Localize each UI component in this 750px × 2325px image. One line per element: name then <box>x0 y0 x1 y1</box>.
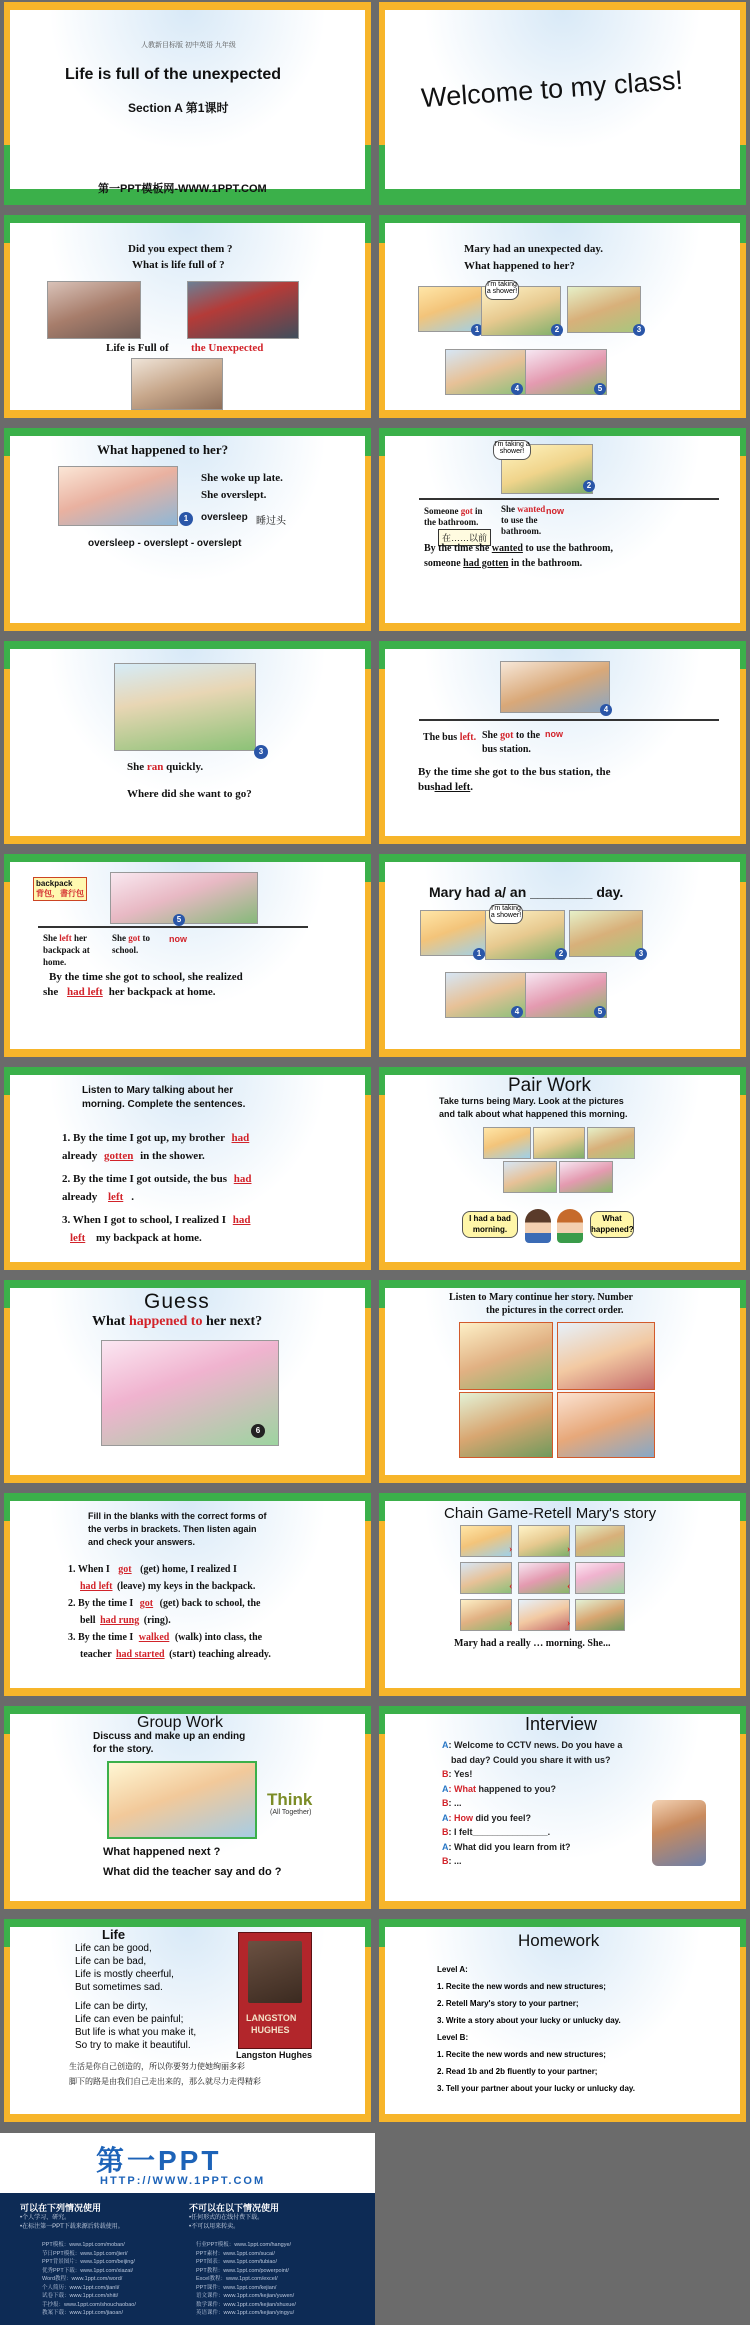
slide-heading: Mary had a/ an ________ day. <box>429 884 624 900</box>
now-label: now <box>545 729 563 739</box>
dialogue-text: : I felt_______________. <box>448 1827 551 1837</box>
speaker-label: A <box>442 1812 449 1823</box>
cover-text-1: LANGSTON <box>246 2013 297 2023</box>
verb-forms: oversleep - overslept - overslept <box>88 538 242 549</box>
story-pic-3 <box>569 910 643 957</box>
footer-link: PPT素材：www.1ppt.com/sucai/ <box>196 2250 275 2257</box>
footer-banner <box>0 2133 375 2325</box>
poem-line: Life can be good, <box>75 1943 152 1954</box>
item-2: 2. By the time I got (get) back to school, the bell had rung (ring). <box>68 1598 261 1626</box>
classroom-pic <box>107 1761 257 1839</box>
interview-line <box>442 1753 622 1768</box>
forbidden-list <box>189 2214 263 2232</box>
slide-body <box>385 1501 740 1688</box>
slide-body <box>10 1927 365 2114</box>
slide-heading: Homework <box>518 1931 600 1950</box>
poem-line: Life can be dirty, <box>75 2001 148 2012</box>
line-2: She overslept. <box>201 489 267 501</box>
slide-chain-game <box>379 1493 746 1696</box>
chain-pic-8 <box>518 1599 570 1631</box>
slide-homework <box>379 1919 746 2122</box>
thumb-4 <box>503 1161 557 1193</box>
author-name: Langston Hughes <box>236 2050 312 2060</box>
forbidden-item: •不可以用来转卖。 <box>189 2224 240 2230</box>
number-2-icon: 2 <box>555 948 567 960</box>
slide-body <box>10 1288 365 1475</box>
question-2: What did the teacher say and do ? <box>103 1866 282 1878</box>
order-pic-a <box>459 1322 553 1390</box>
dialogue-text: : Welcome to CCTV news. Do you have a <box>448 1740 623 1750</box>
event-a: Someone got in the bathroom. <box>424 506 483 527</box>
allowed-title: 可以在下列情况使用 <box>20 2203 102 2213</box>
item-3: 3. By the time I walked (walk) into class, the teacher had started (start) teaching already. <box>68 1632 271 1660</box>
slide-body <box>385 649 740 836</box>
footer-link: 试卷下载：www.1ppt.com/shiti/ <box>42 2293 119 2299</box>
number-4-icon: 4 <box>511 383 523 395</box>
speaker-label: B <box>442 1769 449 1779</box>
caption-left: Life is Full of <box>106 342 169 354</box>
item-3: 3. When I got to school, I realized I had left my backpack at home. <box>62 1214 251 1244</box>
bus-stop-pic <box>500 661 610 713</box>
slide-number-pictures <box>379 1280 746 1483</box>
timeline <box>419 498 719 500</box>
slide-heading: Interview <box>525 1714 598 1734</box>
footer-link: 个人简历：www.1ppt.com/jianli/ <box>42 2284 120 2291</box>
slide-body <box>10 436 365 623</box>
publisher-text: 人教新目标版 初中英语 九年级 <box>141 42 236 49</box>
interview-line <box>442 1796 622 1811</box>
question-1: Did you expect them ? <box>128 243 233 255</box>
question-word: : How <box>448 1812 473 1823</box>
slide-heading: Chain Game-Retell Mary's story <box>444 1505 657 1522</box>
question-1: What happened next ? <box>103 1846 221 1858</box>
footer-link: 语文课件：www.1ppt.com/kejian/yuwen/ <box>196 2293 295 2299</box>
footer-link: 节日PPT模板：www.1ppt.com/jieri/ <box>42 2250 128 2257</box>
chain-pic-7 <box>460 1599 512 1631</box>
instruction-1: Listen to Mary continue her story. Number <box>449 1292 633 1303</box>
number-2-icon: 2 <box>551 324 563 336</box>
slide-welcome <box>379 2 746 205</box>
order-pic-d <box>557 1392 655 1458</box>
slide-bus <box>379 641 746 844</box>
site-text: 第一PPT模板网-WWW.1PPT.COM <box>98 183 267 195</box>
welcome-heading: Welcome to my class! <box>420 64 684 114</box>
baby-photo <box>131 358 223 410</box>
dialogue-text: : ... <box>448 1856 462 1866</box>
footer-link: 手抄报：www.1ppt.com/shouchaobao/ <box>42 2301 136 2308</box>
poem-line: So try to make it beautiful. <box>75 2040 191 2051</box>
dialogue-text: happened to you? <box>476 1783 556 1794</box>
keyword: oversleep <box>201 512 248 523</box>
question-word: : What <box>448 1783 476 1794</box>
slide-pair-work <box>379 1067 746 1270</box>
number-5-icon: 5 <box>594 1006 606 1018</box>
footer-link: 英语课件：www.1ppt.com/kejian/yingyu/ <box>196 2310 295 2316</box>
event-b: She got to school. <box>112 933 151 955</box>
number-3-icon: 3 <box>633 324 645 336</box>
dialogue-text: did you feel? <box>473 1812 532 1823</box>
sentence-1: By the time she wanted to use the bathroom, <box>424 543 613 554</box>
number-1-icon: 1 <box>471 324 483 336</box>
thumb-1 <box>483 1127 531 1159</box>
interview-pic <box>652 1800 706 1866</box>
keyword-cn: 睡过头 <box>256 516 286 527</box>
event-a: She left her backpack at home. <box>43 933 90 967</box>
slide-body <box>10 862 365 1049</box>
shower-bubble: I'm taking a shower! <box>485 280 519 300</box>
footer-logo: 第一PPT <box>96 2145 222 2176</box>
dialogue-text: : Yes! <box>448 1769 473 1779</box>
speaker-label: B <box>442 1798 449 1808</box>
allowed-item: •在标注第一PPT下载来源后转载使用。 <box>20 2224 124 2230</box>
slide-bathroom <box>379 428 746 631</box>
poem-line: Life is mostly cheerful, <box>75 1969 174 1980</box>
think-logo-sub: (All Together) <box>270 1809 312 1816</box>
chain-pic-9 <box>575 1599 625 1631</box>
poem-line: Life can be bad, <box>75 1956 147 1967</box>
speaker-label: B <box>442 1856 449 1866</box>
slide-body <box>385 1075 740 1262</box>
forbidden-title: 不可以在以下情况使用 <box>189 2203 280 2213</box>
interview-line <box>442 1840 622 1855</box>
before-box: 在……以前 <box>438 529 491 546</box>
number-6-icon: 6 <box>251 1424 265 1438</box>
chain-pic-6 <box>575 1562 625 1594</box>
sentence-1: By the time she got to the bus station, the <box>418 766 611 778</box>
chain-pic-3 <box>575 1525 625 1557</box>
footer-link: PPT教程：www.1ppt.com/powerpoint/ <box>196 2267 289 2274</box>
slide-group-work <box>4 1706 371 1909</box>
interview-line <box>442 1782 622 1797</box>
slide-unexpected-day <box>379 215 746 418</box>
slide-mary-day <box>379 854 746 1057</box>
lesson-subtitle: Section A 第1课时 <box>128 101 229 115</box>
bad-morning-bubble: I had a bad morning. <box>462 1211 518 1238</box>
instruction-2: the pictures in the correct order. <box>486 1305 624 1316</box>
instruction-1: Fill in the blanks with the correct forms of <box>88 1511 267 1521</box>
slide-body <box>385 1714 740 1901</box>
number-5-icon: 5 <box>594 383 606 395</box>
footer-info <box>0 2193 375 2325</box>
rain-photo <box>187 281 299 339</box>
sentence-2: she had left her backpack at home. <box>43 986 216 998</box>
footer-link: 优秀PPT下载：www.1ppt.com/xiazai/ <box>42 2267 134 2274</box>
homework-list <box>437 1961 635 2097</box>
speaker-label: A <box>442 1783 449 1794</box>
shower-bubble: I'm taking a shower! <box>493 440 531 460</box>
item-1: 1. When I got (get) home, I realized I had left (leave) my keys in the backpack. <box>68 1564 256 1592</box>
dialogue-text: bad day? Could you share it with us? <box>451 1754 611 1765</box>
slide-body <box>385 436 740 623</box>
speaker-label: B <box>442 1827 449 1837</box>
links-right <box>196 2241 296 2318</box>
question-go: Where did she want to go? <box>127 788 252 800</box>
thumb-5 <box>559 1161 613 1193</box>
caption-right: the Unexpected <box>191 342 264 354</box>
speaker-label: A <box>442 1841 449 1852</box>
poem-line: But life is what you make it, <box>75 2027 197 2038</box>
slide-expect <box>4 215 371 418</box>
homework-line: 3. Write a story about your lucky or unlucky day. <box>437 2016 621 2025</box>
slide-heading: What happened to her? <box>97 442 229 457</box>
friend-avatar <box>557 1209 583 1243</box>
instruction-2: the verbs in brackets. Then listen again <box>88 1524 257 1534</box>
think-logo: Think <box>267 1790 313 1809</box>
now-label: now <box>169 934 187 944</box>
arrows-right: › ‹ › <box>567 1544 571 1629</box>
homework-line: Level B: <box>437 2033 469 2042</box>
slide-ran <box>4 641 371 844</box>
chain-pic-2 <box>518 1525 570 1557</box>
number-2-icon: 2 <box>583 480 595 492</box>
interview-line <box>442 1811 622 1826</box>
event-b: She got to the bus station. <box>482 730 541 755</box>
slide-fill-blanks <box>4 1493 371 1696</box>
item-2: 2. By the time I got outside, the bus had already left . <box>62 1173 252 1203</box>
dialogue-text: : ... <box>448 1798 462 1808</box>
slide-school <box>4 854 371 1057</box>
slide-body <box>10 1714 365 1901</box>
sentence-2: someone had gotten in the bathroom. <box>424 558 583 569</box>
chinese-line-2: 脚下的路是由我们自己走出来的，那么就尽力走得精彩 <box>69 2077 261 2086</box>
shower-bubble: I'm taking a shower! <box>489 904 523 924</box>
poem-title: Life <box>102 1927 126 1942</box>
allowed-item: •个人学习、研究。 <box>20 2215 71 2221</box>
poem-line: But sometimes sad. <box>75 1982 163 1993</box>
footer-link: 行业PPT模板：www.1ppt.com/hangye/ <box>196 2242 292 2248</box>
links-left <box>42 2241 136 2318</box>
interview-line <box>442 1825 622 1840</box>
running-pic <box>114 663 256 751</box>
instruction-3: and check your answers. <box>88 1537 196 1547</box>
number-1-icon: 1 <box>179 512 193 526</box>
what-happened-bubble: What happened? <box>590 1211 634 1238</box>
footer-link: Word教程：www.1ppt.com/word/ <box>42 2276 123 2282</box>
chain-footer: Mary had a really … morning. She... <box>454 1638 611 1649</box>
slide-life-poem <box>4 1919 371 2122</box>
slide-heading: Group Work <box>137 1714 223 1731</box>
sentence-ran: She ran quickly. <box>127 761 204 773</box>
question: What happened to her next? <box>92 1314 263 1329</box>
number-5-icon: 5 <box>173 914 185 926</box>
chinese-line-1: 生活是你自己创造的，所以你要努力使她绚丽多彩 <box>69 2062 245 2071</box>
event-a: The bus left. <box>423 732 477 743</box>
interview-line <box>442 1767 622 1782</box>
slide-body <box>10 1075 365 1262</box>
thumb-3 <box>587 1127 635 1159</box>
order-pic-b <box>557 1322 655 1390</box>
poem-line: Life can even be painful; <box>75 2014 184 2025</box>
footer-link: Excel教程：www.1ppt.com/excel/ <box>196 2276 278 2282</box>
mary-avatar <box>525 1209 551 1243</box>
number-4-icon: 4 <box>600 704 612 716</box>
homework-line: 1. Recite the new words and new structures; <box>437 2050 606 2059</box>
interview-dialogue <box>442 1738 622 1869</box>
slide-body <box>385 1927 740 2114</box>
footer-link: PPT背景图片：www.1ppt.com/beijing/ <box>42 2259 135 2265</box>
girl-photo <box>47 281 141 339</box>
woke-up-pic <box>58 466 178 526</box>
sentence-2: bushad left. <box>418 781 474 793</box>
cover-text-2: HUGHES <box>251 2025 290 2035</box>
slide-body <box>10 10 365 195</box>
line-2: What happened to her? <box>464 260 575 272</box>
timeline <box>419 719 719 721</box>
poem-body <box>75 1942 196 2052</box>
slide-guess <box>4 1280 371 1483</box>
sentence-1: By the time she got to school, she realized <box>49 971 243 983</box>
chain-pic-1 <box>460 1525 512 1557</box>
footer-link: PPT图表：www.1ppt.com/tubiao/ <box>196 2259 278 2265</box>
slide-body <box>385 10 740 189</box>
slide-heading: Guess <box>144 1290 210 1313</box>
slide-listen <box>4 1067 371 1270</box>
instruction-1: Listen to Mary talking about her <box>82 1085 234 1096</box>
slide-title <box>4 2 371 205</box>
arrows: › ‹ › <box>509 1544 513 1629</box>
chain-pic-5 <box>518 1562 570 1594</box>
book-cover <box>238 1932 312 2049</box>
chain-pic-4 <box>460 1562 512 1594</box>
question-2: What is life full of ? <box>132 259 225 271</box>
slide-body <box>10 649 365 836</box>
footer-link: PPT模板：www.1ppt.com/moban/ <box>42 2242 125 2248</box>
item-1: 1. By the time I got up, my brother had already gotten in the shower. <box>62 1132 250 1162</box>
order-pic-c <box>459 1392 553 1458</box>
homework-line: 1. Recite the new words and new structures; <box>437 1982 606 1991</box>
slide-body <box>385 223 740 410</box>
lesson-title: Life is full of the unexpected <box>65 66 282 83</box>
footer-url: HTTP://WWW.1PPT.COM <box>100 2175 266 2187</box>
homework-line: 3. Tell your partner about your lucky or unlucky day. <box>437 2084 635 2093</box>
homework-line: 2. Retell Mary's story to your partner; <box>437 1999 579 2008</box>
story-pic-3 <box>567 286 641 333</box>
speaker-label: A <box>442 1740 449 1750</box>
allowed-list <box>20 2214 124 2232</box>
slide-body <box>385 862 740 1049</box>
slide-body <box>385 1288 740 1475</box>
slide-what-happened <box>4 428 371 631</box>
instruction-2: for the story. <box>93 1744 154 1755</box>
line-1: Mary had an unexpected day. <box>464 243 604 255</box>
homework-line: 2. Read 1b and 2b fluently to your partner; <box>437 2067 598 2076</box>
slide-interview <box>379 1706 746 1909</box>
footer-link: 数学课件：www.1ppt.com/kejian/shuxue/ <box>196 2301 296 2308</box>
author-portrait <box>248 1941 302 2003</box>
now-label: now <box>546 506 564 516</box>
footer-link: PPT课件：www.1ppt.com/kejian/ <box>196 2284 277 2291</box>
number-3-icon: 3 <box>635 948 647 960</box>
number-4-icon: 4 <box>511 1006 523 1018</box>
backpack-tag: backpack 背包，書行包 <box>33 877 87 901</box>
event-b: She wanted to use the bathroom. <box>501 504 546 536</box>
instruction-1: Discuss and make up an ending <box>93 1731 246 1742</box>
number-1-icon: 1 <box>473 948 485 960</box>
interview-line <box>442 1738 622 1753</box>
instruction-2: and talk about what happened this morning. <box>439 1109 628 1119</box>
slide-body <box>10 1501 365 1688</box>
homework-line: Level A: <box>437 1965 468 1974</box>
instruction-2: morning. Complete the sentences. <box>82 1099 246 1110</box>
footer-link: 教案下载：www.1ppt.com/jiaoan/ <box>42 2310 123 2316</box>
timeline <box>38 926 308 928</box>
interview-line <box>442 1854 622 1869</box>
dialogue-text: : What did you learn from it? <box>448 1841 571 1852</box>
forbidden-item: •任何形式的在线付费下载。 <box>189 2215 264 2221</box>
slide-body <box>10 223 365 410</box>
instruction-1: Take turns being Mary. Look at the pictures <box>439 1096 624 1106</box>
thumb-2 <box>533 1127 585 1159</box>
slide-heading: Pair Work <box>508 1075 592 1096</box>
line-1: She woke up late. <box>201 472 283 484</box>
number-3-icon: 3 <box>254 745 268 759</box>
